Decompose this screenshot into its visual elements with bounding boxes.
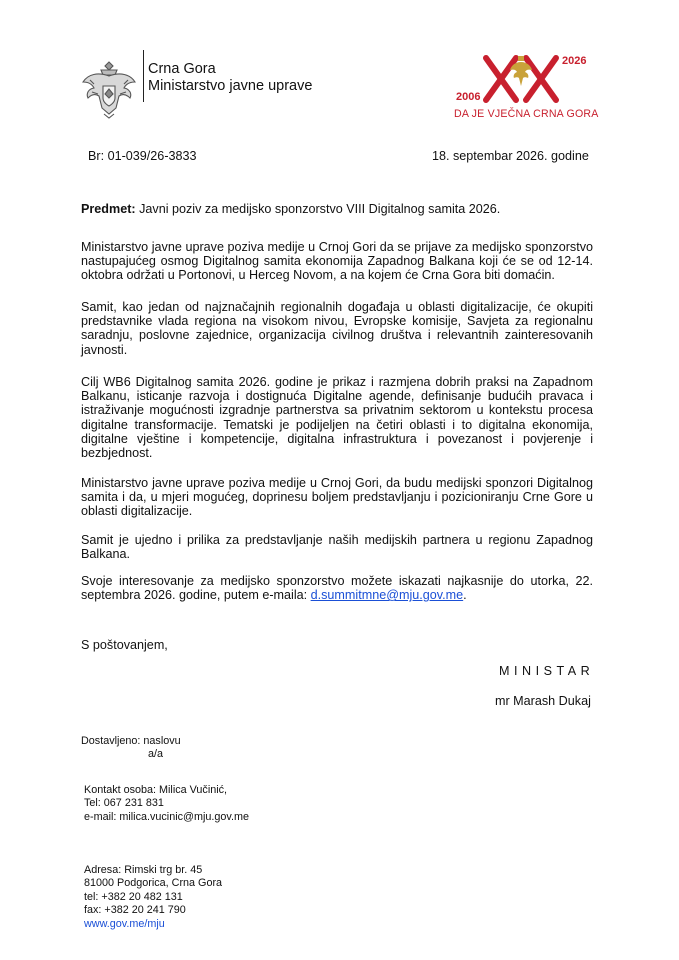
body-paragraph-4: Ministarstvo javne uprave poziva medije u Crnoj Gori, da budu medijski sponzori Digitalnog samita i da, u mjeri mogućeg, doprinesu boljem predstavljanju i pozicioniranju Crne Gore u oblasti digitalizacije.	[81, 476, 593, 519]
body-paragraph-5: Samit je ujedno i prilika za predstavljanje naših medijskih partnera u regionu Zapadnog Balkana.	[81, 533, 593, 562]
coat-of-arms-icon	[80, 58, 138, 120]
address-tel: tel: +382 20 482 131	[84, 890, 183, 903]
delivered-to: Dostavljeno: naslovu	[81, 735, 181, 747]
address-fax: fax: +382 20 241 790	[84, 904, 186, 917]
ministry-title: Ministarstvo javne uprave	[148, 78, 313, 94]
body-paragraph-2: Samit, kao jedan od najznačajnih regionalnih događaja u oblasti digitalizacije, će okupiti predstavnike vlada regiona na visokom nivou, Evropske komisije, Savjeta za regionalnu saradnju, poslovne zajednice, organizacija civilnog društva i relevantnih zainteresovanih javnosti.	[81, 300, 593, 357]
body-paragraph-6	[81, 574, 593, 602]
country-name: Crna Gora	[148, 61, 216, 77]
contact-email: e-mail: milica.vucinic@mju.gov.me	[84, 810, 249, 823]
year-right: 2026	[562, 55, 587, 67]
body-paragraph-3: Cilj WB6 Digitalnog samita 2026. godine je prikaz i razmjena dobrih praksi na Zapadnom Balkanu, isticanje razvoja i dostignuća Digitalne agende, definisanje budućih pravaca i istraživanje mogućnosti izgradnje partnerstva sa privatnim sektorom u kontekstu procesa digitalne transformacije. Tematski je podijeljen na četiri oblasti i to digitalna ekonomija, digitalne vještine i kompetencije, digitalna infrastruktura i povezanost i povjerenje i bezbjednost.	[81, 375, 593, 461]
deadline-text: Svoje interesovanje za medijsko sponzorstvo možete iskazati najkasnije do utorka, 22. septembra 2026. godine, putem e-maila:	[81, 574, 593, 603]
year-left: 2006	[456, 91, 481, 103]
address-city: 81000 Podgorica, Crna Gora	[84, 877, 223, 890]
header-divider	[143, 50, 144, 102]
paragraph-end: .	[463, 588, 467, 603]
reference-number: Br: 01-039/26-3833	[88, 149, 197, 163]
website-link[interactable]: www.gov.me/mju	[84, 917, 165, 930]
subject-text: Javni poziv za medijsko sponzorstvo VIII Digitalnog samita 2026.	[135, 202, 501, 216]
closing-regards: S poštovanjem,	[81, 638, 168, 652]
address-block	[84, 864, 222, 931]
contact-block	[84, 784, 249, 824]
minister-name: mr Marash Dukaj	[495, 694, 591, 708]
ministry-name	[148, 61, 312, 95]
summit-email-link[interactable]: d.summitmne@mju.gov.me	[310, 588, 464, 603]
address-street: Adresa: Rimski trg br. 45	[84, 864, 203, 876]
subject-line	[81, 202, 500, 216]
anniversary-tagline: DA JE VJEČNA CRNA GORA	[454, 108, 599, 120]
body-paragraph-1: Ministarstvo javne uprave poziva medije u Crnoj Gori da se prijave za medijsko sponzorstvo nastupajućeg osmog Digitalnog samita ekonomija Zapadnog Balkana koji će se od 12-14. oktobra održati u Portonovi, u Herceg Novom, a na kojem će Crna Gora biti domaćin.	[81, 240, 593, 283]
subject-label: Predmet:	[81, 202, 136, 216]
delivered-archive: a/a	[148, 748, 164, 760]
minister-title: MINISTAR	[499, 664, 595, 678]
document-date: 18. septembar 2026. godine	[432, 149, 589, 163]
contact-person: Kontakt osoba: Milica Vučinić,	[84, 784, 228, 796]
contact-tel: Tel: 067 231 831	[84, 797, 164, 810]
